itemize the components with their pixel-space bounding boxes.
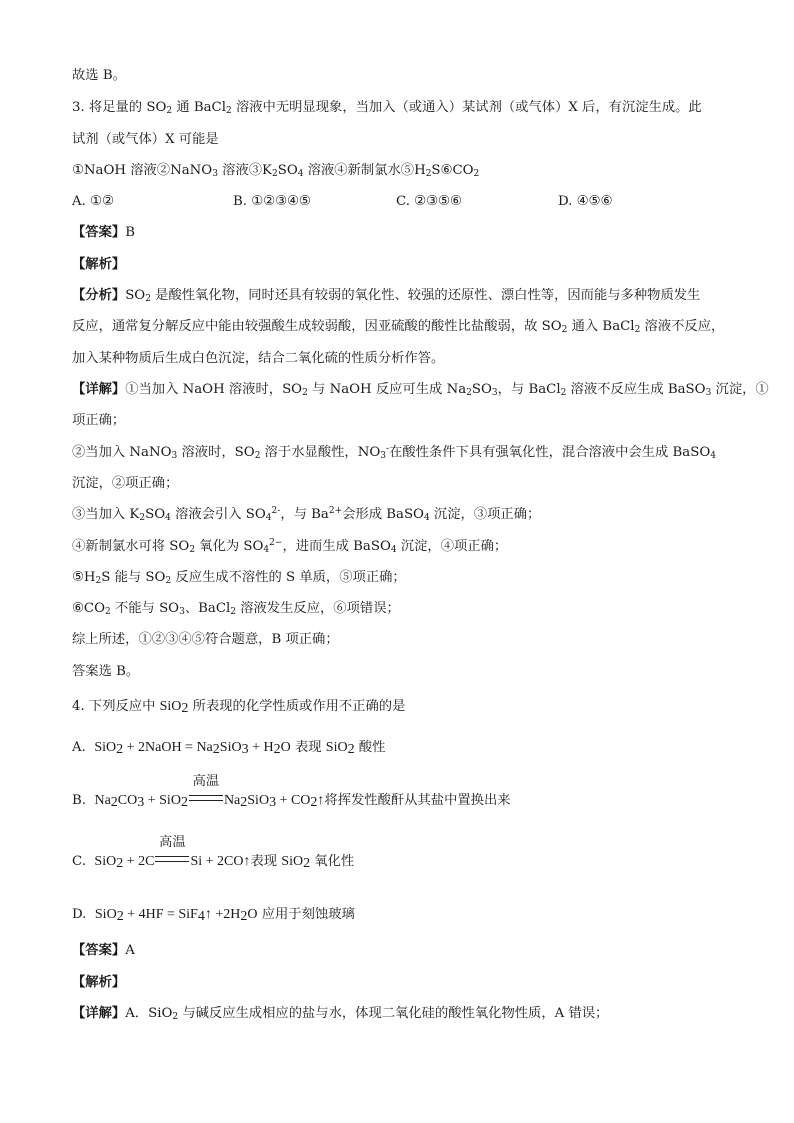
q3-analysis-line2: 反应，通常复分解反应中能由较强酸生成较弱酸，因亚硫酸的酸性比盐酸弱，故 $SO_2$ 通入 BaCl$_2$ 溶液不反应， <box>72 319 725 335</box>
q4-analysis-heading: 【解析】 <box>72 975 126 990</box>
high-temp-equals-sign: 高温 <box>189 792 223 810</box>
q4-option-a: A. SiO$_2$ + 2NaOH = $Na_2SiO_3 + H_2O$ 表现 SiO$_2$ 酸性 <box>72 740 386 757</box>
q3-answer: 【答案】B <box>72 225 135 240</box>
gas-arrow-icon: ↑ <box>317 793 325 808</box>
q3-analysis-line3: 加入某种物质后生成白色沉淀，结合二氧化硫的性质分析作答。 <box>72 351 445 366</box>
prev-answer-line: 故选 B。 <box>72 68 126 83</box>
q3-analysis-heading: 【解析】 <box>72 257 126 272</box>
q3-analysis-line1: 【分析】$SO_2$ 是酸性氧化物，同时还具有较弱的氧化性、较强的还原性、漂白性等，因而能与多种物质发生 <box>72 288 701 304</box>
q3-stem-line2: 试剂（或气体）X 可能是 <box>72 132 219 147</box>
q3-detail-1-cont: 项正确； <box>72 413 126 428</box>
q3-summary: 综上所述，①②③④⑤符合题意，B 项正确； <box>72 632 339 647</box>
q3-option-b: B. ①②③④⑤ <box>233 194 311 209</box>
q3-detail-2-cont: 沉淀，②项正确； <box>72 476 179 491</box>
q3-option-d: D. ④⑤⑥ <box>558 194 613 209</box>
gas-arrow-icon: ↑ <box>243 854 251 869</box>
q4-option-c: C. SiO$_2$ + 2C 高温 Si + 2CO↑表现 SiO$_2$ 氧化性 <box>72 835 355 871</box>
q4-option-b: B. $Na_2CO_3 + SiO_2$ 高温 $Na_2SiO_3$ + $CO_2↑$将挥发性酸酐从其盐中置换出来 <box>72 774 511 810</box>
q3-reagent-list: ①NaOH 溶液②NaNO$_3$ 溶液$③K_2SO_4$ 溶液④新制氯水$⑤H_2S⑥CO_2$ <box>72 163 480 179</box>
q4-detail-a: 【详解】A．SiO$_2$ 与碱反应生成相应的盐与水，体现二氧化硅的酸性氧化物性质，A 错误； <box>72 1006 609 1022</box>
q3-detail-4: ④新制氯水可将 $SO_2$ 氧化为 $SO_4^{2-}$，进而生成 BaSO$_4$ 沉淀，④项正确； <box>72 538 508 555</box>
q4-option-d: D. SiO$_2$ + 4HF = SiF$_4$↑ $+2H_2O$ 应用于刻蚀玻璃 <box>72 907 355 924</box>
q4-stem: 4. 下列反应中 SiO$_2$ 所表现的化学性质或作用不正确的是 <box>72 699 406 716</box>
q3-option-a: A. ①② <box>72 194 114 209</box>
q3-stem-line1: 3. 将足量的 $SO_2$ 通 BaCl$_2$ 溶液中无明显现象，当加入（或通入）某试剂（或气体）X 后，有沉淀生成。此 <box>72 100 702 116</box>
q3-final-answer: 答案选 B。 <box>72 664 140 679</box>
q3-detail-3: ③当加入 $K_2SO_4$ 溶液会引入 $SO_4^{2-}$，与 $Ba^{2+}$会形成 BaSO$_4$ 沉淀，③项正确； <box>72 506 541 523</box>
q3-detail-2: ②当加入 NaNO$_3$ 溶液时，$SO_2$ 溶于水显酸性，$NO_3^-$在酸性条件下具有强氧化性，混合溶液中会生成 BaSO$_4$ <box>72 444 716 461</box>
q3-detail-5: $⑤H_2S$ 能与 $SO_2$ 反应生成不溶性的 S 单质，⑤项正确； <box>72 570 406 586</box>
q3-option-c: C. ②③⑤⑥ <box>396 194 462 209</box>
high-temp-equals-sign: 高温 <box>155 853 189 871</box>
q3-detail-1: 【详解】①当加入 NaOH 溶液时，$SO_2$ 与 NaOH 反应可生成 $Na_2SO_3$，与 BaCl$_2$ 溶液不反应生成 BaSO$_3$ 沉淀，① <box>72 382 769 398</box>
q3-detail-6: $⑥CO_2$ 不能与 $SO_3$、BaCl$_2$ 溶液发生反应，⑥项错误； <box>72 601 400 617</box>
q4-answer: 【答案】A <box>72 943 135 958</box>
